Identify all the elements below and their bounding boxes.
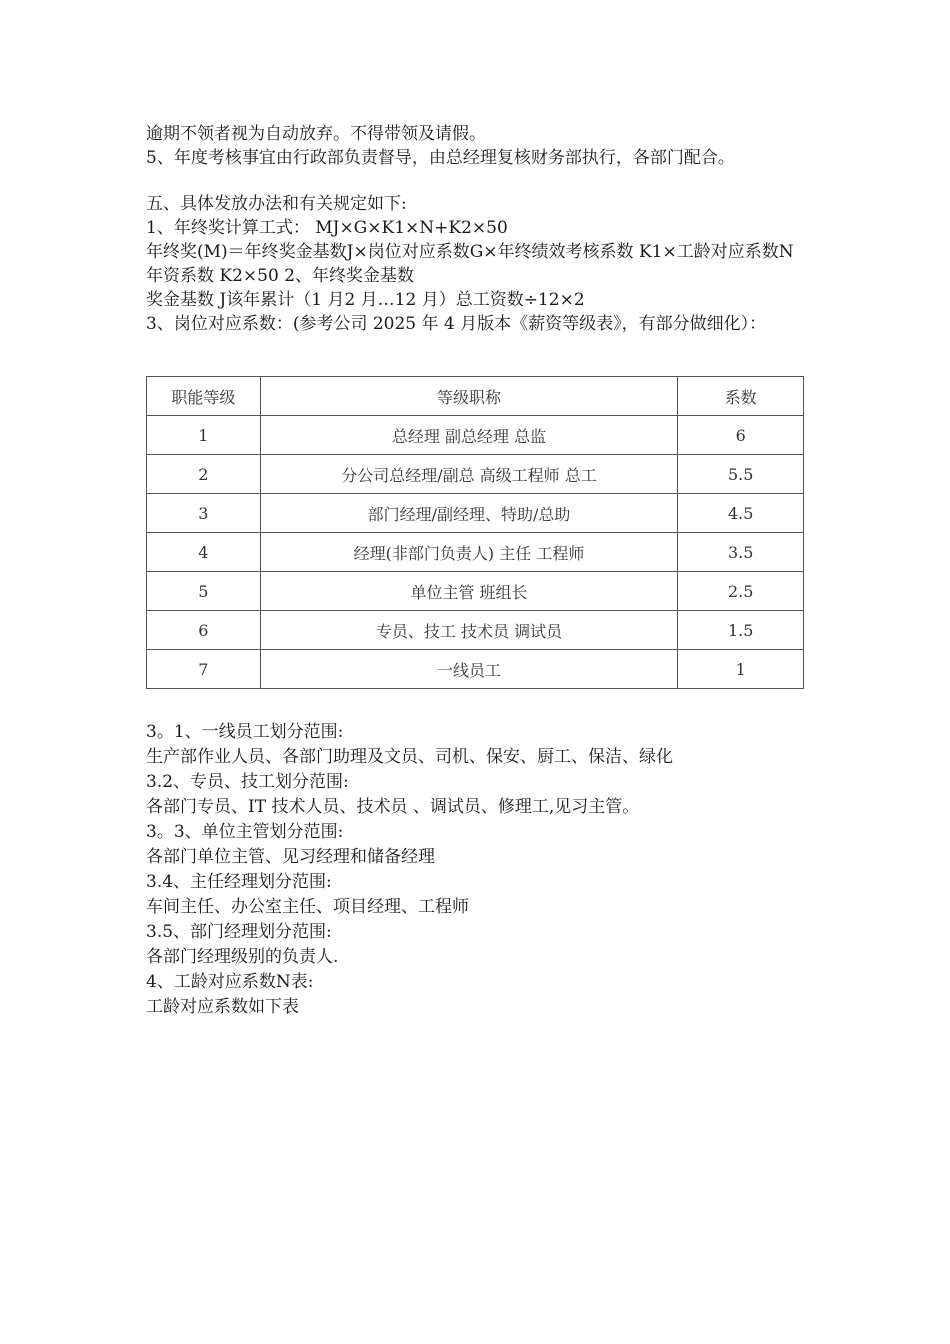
paragraph-line: 生产部作业人员、各部门助理及文员、司机、保安、厨工、保洁、绿化 bbox=[146, 747, 673, 767]
document-body-top bbox=[146, 122, 806, 336]
cell-coefficient: 3.5 bbox=[678, 533, 804, 572]
cell-level: 4 bbox=[147, 533, 261, 572]
paragraph-line: 各部门专员、IT 技术人员、技术员 、调试员、修理工,见习主管。 bbox=[146, 797, 640, 817]
table-row bbox=[147, 494, 804, 533]
formula-line: 奖金基数 J该年累计（1 月2 月…12 月）总工资数÷12×2 bbox=[146, 290, 585, 310]
paragraph-line: 各部门经理级别的负责人. bbox=[146, 947, 339, 967]
cell-title: 专员、技工 技术员 调试员 bbox=[260, 611, 678, 650]
table-row bbox=[147, 533, 804, 572]
cell-level: 3 bbox=[147, 494, 261, 533]
cell-title: 一线员工 bbox=[260, 650, 678, 689]
cell-title: 分公司总经理/副总 高级工程师 总工 bbox=[260, 455, 678, 494]
table-row bbox=[147, 455, 804, 494]
paragraph-line: 工龄对应系数如下表 bbox=[146, 997, 299, 1017]
cell-level: 7 bbox=[147, 650, 261, 689]
header-level: 职能等级 bbox=[147, 377, 261, 416]
subsection-title: 3.2、专员、技工划分范围: bbox=[146, 772, 349, 792]
paragraph-line: 5、年度考核事宜由行政部负责督导，由总经理复核财务部执行，各部门配合。 bbox=[146, 148, 735, 168]
table-row bbox=[147, 572, 804, 611]
table-intro: 3、岗位对应系数：(参考公司 2025 年 4 月版本《薪资等级表》，有部分做细化）： bbox=[146, 314, 767, 334]
formula-definition: 年终奖(M)＝年终奖金基数J×岗位对应系数G×年终绩效考核系数 K1×工龄对应系数N年资系数 K2×50 2、年终奖金基数 bbox=[146, 242, 794, 286]
document-body-lower bbox=[146, 720, 806, 1020]
formula-line: 1、年终奖计算工式： MJ×G×K1×N+K2×50 bbox=[146, 218, 508, 238]
subsection-title: 3。3、单位主管划分范围: bbox=[146, 822, 344, 842]
table-row bbox=[147, 650, 804, 689]
cell-level: 2 bbox=[147, 455, 261, 494]
cell-title: 经理(非部门负责人) 主任 工程师 bbox=[260, 533, 678, 572]
paragraph-line: 各部门单位主管、见习经理和储备经理 bbox=[146, 847, 435, 867]
subsection-title: 3。1、一线员工划分范围: bbox=[146, 722, 344, 742]
subsection-title: 4、工龄对应系数N表: bbox=[146, 972, 314, 992]
cell-coefficient: 5.5 bbox=[678, 455, 804, 494]
cell-title: 单位主管 班组长 bbox=[260, 572, 678, 611]
cell-title: 部门经理/副经理、特助/总助 bbox=[260, 494, 678, 533]
paragraph-line: 车间主任、办公室主任、项目经理、工程师 bbox=[146, 897, 469, 917]
position-coefficient-table bbox=[146, 376, 804, 689]
cell-level: 6 bbox=[147, 611, 261, 650]
cell-coefficient: 1.5 bbox=[678, 611, 804, 650]
table-row bbox=[147, 611, 804, 650]
cell-coefficient: 4.5 bbox=[678, 494, 804, 533]
cell-coefficient: 2.5 bbox=[678, 572, 804, 611]
subsection-title: 3.4、主任经理划分范围: bbox=[146, 872, 332, 892]
header-title: 等级职称 bbox=[260, 377, 678, 416]
subsection-title: 3.5、部门经理划分范围: bbox=[146, 922, 332, 942]
cell-coefficient: 6 bbox=[678, 416, 804, 455]
paragraph-line: 逾期不领者视为自动放弃。不得带领及请假。 bbox=[146, 124, 486, 144]
cell-title: 总经理 副总经理 总监 bbox=[260, 416, 678, 455]
header-coefficient: 系数 bbox=[678, 377, 804, 416]
cell-level: 1 bbox=[147, 416, 261, 455]
cell-coefficient: 1 bbox=[678, 650, 804, 689]
table-row bbox=[147, 416, 804, 455]
cell-level: 5 bbox=[147, 572, 261, 611]
table-header-row bbox=[147, 377, 804, 416]
section-title: 五、具体发放办法和有关规定如下: bbox=[146, 194, 407, 214]
